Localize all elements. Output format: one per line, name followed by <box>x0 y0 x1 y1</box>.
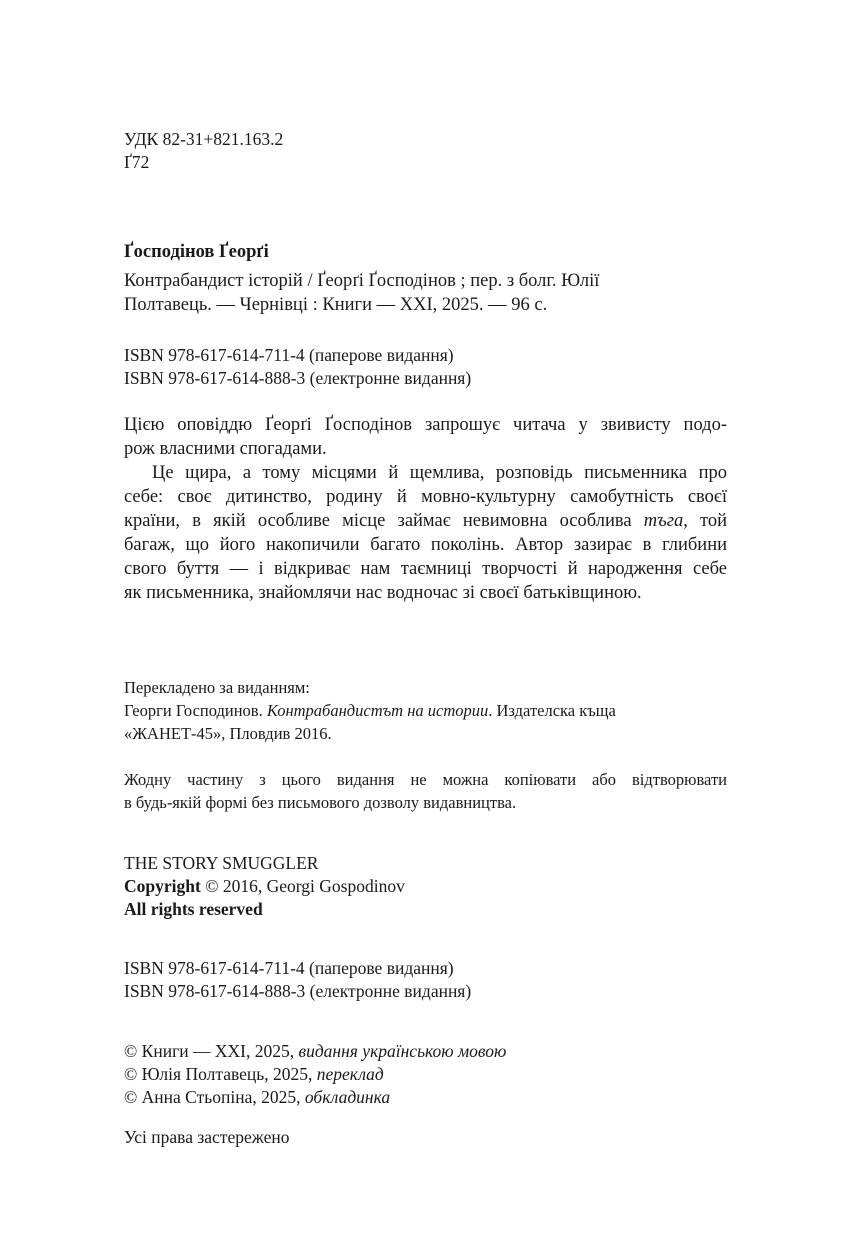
annotation-line: багаж, що його накопичили багато поколінь. Автор зазирає в глибини <box>124 535 727 555</box>
copyright-label: Copyright <box>124 876 201 896</box>
annotation-line: як письменника, знайомлячи нас водночас зі своєї батьківщиною. <box>124 583 642 603</box>
rights-line: в будь-якій формі без письмового дозволу видавництва. <box>124 793 517 812</box>
annotation-line: Цією оповіддю Ґеорґі Ґосподінов запрошує читача у звивисту подо- <box>124 415 727 435</box>
udk-block <box>124 128 727 174</box>
udk-code: УДК 82-31+821.163.2 <box>124 129 284 149</box>
original-label: Перекладено за виданням: <box>124 678 310 697</box>
annotation-line: Це щира, а тому місцями й щемлива, розповідь письменника про <box>152 463 727 483</box>
original-line-2: «ЖАНЕТ-45», Пловдив 2016. <box>124 724 332 743</box>
annotation-line <box>124 509 727 533</box>
isbn-repeat <box>124 957 727 1003</box>
isbn-line: ISBN 978-617-614-711-4 (паперове видання) <box>124 958 454 978</box>
english-copyright-line <box>124 875 727 898</box>
footer-text: Усі права застережено <box>124 1127 290 1147</box>
copyright-list <box>124 1040 727 1109</box>
description-line: Контрабандист історій / Ґеорґі Ґосподінов ; пер. з болг. Юлії <box>124 271 600 291</box>
catalog-isbn <box>124 344 727 390</box>
copyright-role: видання українською мовою <box>298 1041 507 1061</box>
copyright-role: обкладинка <box>304 1087 391 1107</box>
copyright-holder: © 2016, Georgi Gospodinov <box>200 876 405 896</box>
original-title: Контрабандистът на истории <box>266 701 489 720</box>
author-heading: Ґосподінов Ґеорґі <box>124 242 269 262</box>
isbn-line: ISBN 978-617-614-888-3 (електронне видання) <box>124 368 472 388</box>
rights-reserved: All rights reserved <box>124 899 263 919</box>
copyright-text: © Юлія Полтавець, 2025, <box>124 1064 317 1084</box>
annotation <box>124 413 727 605</box>
isbn-line: ISBN 978-617-614-888-3 (електронне видання) <box>124 981 472 1001</box>
copyright-role: переклад <box>316 1064 384 1084</box>
copyright-text: © Книги — XXI, 2025, <box>124 1041 299 1061</box>
english-title: THE STORY SMUGGLER <box>124 853 319 873</box>
original-line <box>124 699 727 722</box>
annotation-line: себе: своє дитинство, родину й мовно-культурну самобутність своєї <box>124 487 727 507</box>
rights-line: Жодну частину з цього видання не можна копіювати або відтворювати <box>124 770 727 789</box>
isbn-line: ISBN 978-617-614-711-4 (паперове видання) <box>124 345 454 365</box>
copyright-line <box>124 1040 727 1063</box>
original-author: Георги Господинов. <box>124 701 263 720</box>
copyright-line <box>124 1063 727 1086</box>
english-copyright <box>124 852 727 921</box>
udk-index: Ґ72 <box>124 152 150 172</box>
description-line: Полтавець. — Чернівці : Книги — XXI, 2025. — 96 с. <box>124 295 548 315</box>
annotation-italic-word: тъга <box>643 511 684 531</box>
footer-rights <box>124 1126 727 1149</box>
original-publisher: . Издателска къща <box>488 701 616 720</box>
catalog-description <box>124 269 727 317</box>
rights-notice <box>124 768 727 814</box>
original-edition <box>124 676 727 745</box>
catalog-record <box>124 240 727 264</box>
annotation-line: свого буття — і відкриває нам таємниці творчості й народження себе <box>124 559 727 579</box>
copyright-text: © Анна Стьопіна, 2025, <box>124 1087 305 1107</box>
annotation-text: , той <box>683 511 728 531</box>
annotation-line: рож власними спогадами. <box>124 439 327 459</box>
copyright-line <box>124 1086 727 1109</box>
annotation-text: країни, в якій особливе місце займає невимовна особлива <box>124 511 632 531</box>
